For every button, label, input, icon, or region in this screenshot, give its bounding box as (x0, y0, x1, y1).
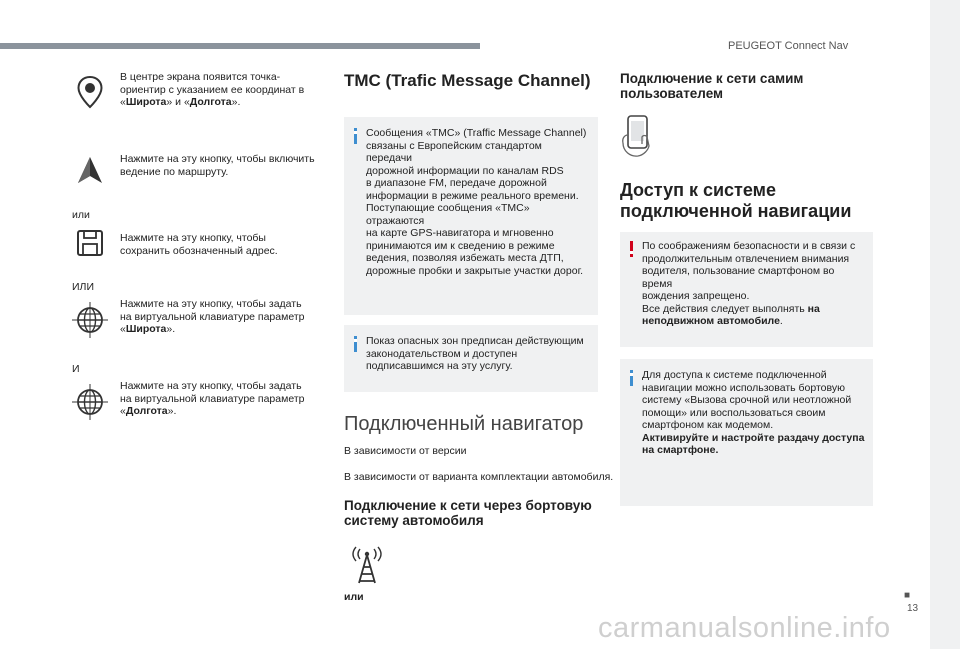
location-pin-icon[interactable] (72, 74, 108, 110)
longitude-description: Нажмите на эту кнопку, чтобы задать на виртуальной клавиатуре параметр «Долгота». (120, 380, 305, 417)
antenna-icon (350, 545, 384, 585)
globe-grid-icon[interactable] (70, 300, 110, 340)
latitude-description: Нажмите на эту кнопку, чтобы задать на виртуальной клавиатуре параметр «Широта». (120, 298, 305, 335)
page-number: 13 (907, 603, 919, 614)
access-info-box: Для доступа к системе подключенной навигации можно использовать бортовую систему «Вызова срочной или неотложной помощи» или воспользоваться своим смартфоном как модемом. Активируйте и настройте раздачу доступа на смартфоне. (620, 359, 873, 506)
pin-description: В центре экрана появится точка- ориентир с указанием ее координат в «Широта» и «Долгота». (120, 71, 305, 108)
save-description: Нажмите на эту кнопку, чтобы сохранить обозначенный адрес. (120, 232, 278, 257)
page-marker: ■ (904, 590, 911, 601)
or-label: или (344, 591, 364, 603)
globe-grid-icon[interactable] (70, 382, 110, 422)
guidance-description: Нажмите на эту кнопку, чтобы включить ведение по маршруту. (120, 153, 315, 178)
or-lower-label: или (72, 209, 90, 221)
watermark: carmanualsonline.info (598, 612, 891, 644)
header-rule (0, 43, 480, 49)
brand-label: PEUGEOT Connect Nav (728, 40, 849, 52)
vehicle-connection-title: Подключение к сети через бортовую систему автомобиля (344, 498, 592, 528)
equipment-note: В зависимости от варианта комплектации автомобиля. (344, 471, 614, 483)
version-note: В зависимости от версии (344, 445, 467, 457)
danger-zones-info-box: Показ опасных зон предписан действующим законодательством и доступен подписавшимся на эту услугу. (344, 325, 598, 392)
navigation-arrow-icon[interactable] (72, 152, 108, 188)
safety-warning-box: По соображениям безопасности и в связи с продолжительным отвлечением внимания водителя, пользование смартфоном во время вождения запрещено. Все действия следует выполнять на неподвижном автомобиле. (620, 232, 873, 347)
info-mark-icon (630, 370, 633, 386)
save-icon[interactable] (72, 225, 108, 261)
warning-mark-icon (630, 241, 633, 257)
info-mark-icon (354, 128, 357, 144)
info-mark-icon (354, 336, 357, 352)
user-connection-title: Подключение к сети самим пользователем (620, 71, 804, 101)
tmc-title: TMC (Trafic Message Channel) (344, 71, 591, 90)
page-side-band (930, 0, 960, 649)
connected-nav-title: Подключенный навигатор (344, 413, 584, 435)
access-title: Доступ к системе подключенной навигации (620, 180, 852, 221)
phone-hand-icon (618, 113, 658, 159)
tmc-info-box: Сообщения «TMC» (Traffic Message Channel) связаны с Европейским стандартом передачи дорожной информации по каналам RDS в диапазоне FM, передаче дорожной информации в режиме реального времени. Поступающие сообщения «TMC» отражаются на карте GPS-навигатора и мгновенно принимаются им к сведению в режиме ведения, позволяя избежать места ДТП, дорожные пробки и закрытые участки дорог. (344, 117, 598, 315)
or-upper-label: ИЛИ (72, 281, 94, 293)
and-label: И (72, 363, 80, 375)
